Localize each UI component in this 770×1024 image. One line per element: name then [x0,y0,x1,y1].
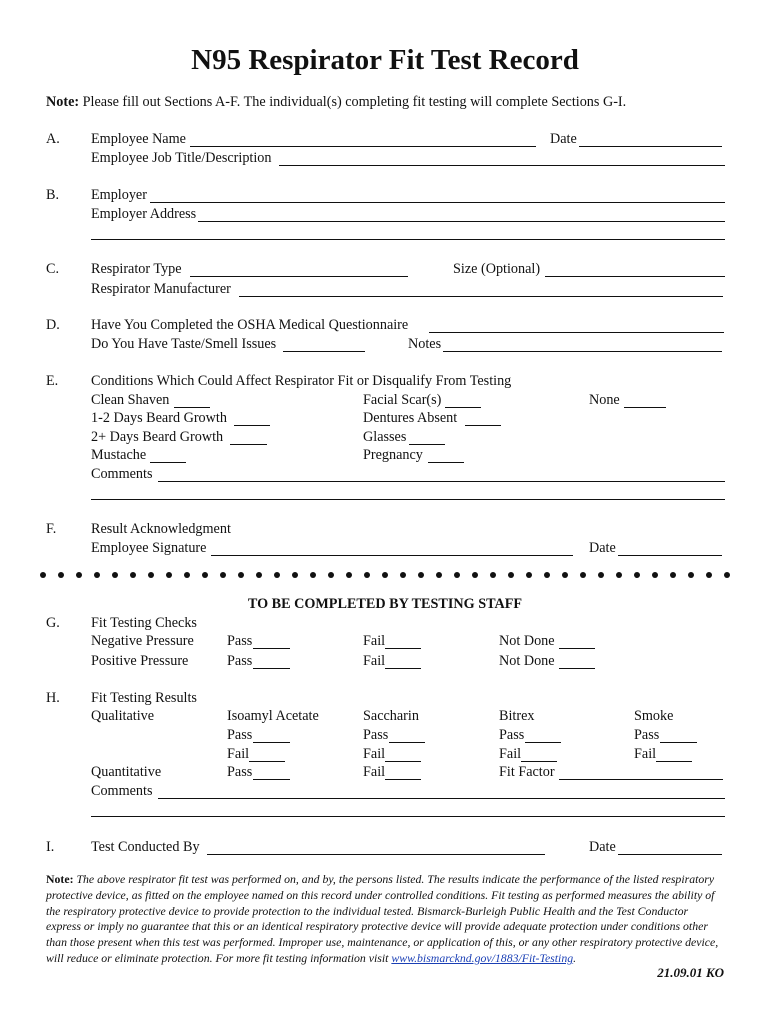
section-d-letter: D. [46,317,60,333]
fit-checks-heading: Fit Testing Checks [91,615,197,631]
fit-factor-label: Fit Factor [499,764,555,780]
respirator-type-label: Respirator Type [91,261,182,277]
smoke-pass-label: Pass [634,727,660,743]
smoke-fail-field[interactable] [656,761,692,762]
positive-fail-field[interactable] [385,668,421,669]
osha-questionnaire-field[interactable] [429,332,724,333]
smoke-fail-label: Fail [634,746,657,762]
section-e-letter: E. [46,373,59,389]
negative-fail-field[interactable] [385,648,421,649]
section-c-letter: C. [46,261,60,277]
section-h-letter: H. [46,690,60,706]
quantitative-fail-field[interactable] [385,779,421,780]
smoke-pass-field[interactable] [660,742,697,743]
date-label: Date [550,131,577,147]
note-label: Note: [46,94,80,110]
fit-results-heading: Fit Testing Results [91,690,197,706]
dentures-label: Dentures Absent [363,410,458,426]
quantitative-pass-label: Pass [227,764,253,780]
taste-smell-field[interactable] [283,351,365,352]
conditions-heading: Conditions Which Could Affect Respirator Fit or Disqualify From Testing [91,373,512,389]
clean-shaven-field[interactable] [174,407,210,408]
negative-pressure-label: Negative Pressure [91,633,194,649]
saccharin-fail-field[interactable] [385,761,421,762]
quantitative-pass-field[interactable] [253,779,290,780]
conditions-comments-field-2[interactable] [91,499,725,500]
conducted-date-field[interactable] [618,854,722,855]
employer-address-label: Employer Address [91,206,197,222]
bitrex-fail-label: Fail [499,746,522,762]
disclaimer-label: Note: [46,872,74,886]
section-a-letter: A. [46,131,60,147]
none-field[interactable] [624,407,666,408]
osha-questionnaire-label: Have You Completed the OSHA Medical Questionnaire [91,317,409,333]
negative-pass-field[interactable] [253,648,290,649]
dentures-field[interactable] [465,425,501,426]
quantitative-fail-label: Fail [363,764,386,780]
conducted-by-label: Test Conducted By [91,839,200,855]
saccharin-pass-label: Pass [363,727,389,743]
employee-name-label: Employee Name [91,131,186,147]
section-i-letter: I. [46,839,55,855]
page-title: N95 Respirator Fit Test Record [191,44,579,76]
conducted-date-label: Date [589,839,616,855]
section-f-letter: F. [46,521,57,537]
dotted-separator [40,572,730,578]
glasses-label: Glasses [363,429,407,445]
disclaimer-note [46,872,726,967]
section-g-letter: G. [46,615,60,631]
staff-section-heading: TO BE COMPLETED BY TESTING STAFF [247,596,523,612]
beard-1-2-field[interactable] [234,425,270,426]
disclaimer-text: The above respirator fit test was performed on, and by, the persons listed. The results indicate the performance of the listed respiratory protective device, as fitted on the employee named on this record under controlled conditions. Fit testing as performed measures the ability of the respiratory protective device to provide protection to the individual tested. Bismarck-Burleigh Public Health and the Test Conductor express or imply no guarantee that this or an identical respiratory protective device will provide adequate protection under conditions other than those present when this test was performed. Improper use, maintenance, or application of this, or any other respiratory protective device, will reduce or eliminate protection. For more fit testing information visit [46,872,719,965]
pregnancy-field[interactable] [428,462,464,463]
signature-date-label: Date [589,540,616,556]
disclaimer-end: . [573,950,577,965]
saccharin-pass-field[interactable] [389,742,425,743]
negative-not-done-label: Not Done [499,633,555,649]
fit-testing-link[interactable]: www.bismarcknd.gov/1883/Fit-Testing [391,950,574,965]
employer-address-field[interactable] [198,221,725,222]
positive-not-done-label: Not Done [499,653,555,669]
conditions-comments-field[interactable] [158,481,725,482]
job-title-field[interactable] [279,165,725,166]
employee-signature-field[interactable] [211,555,573,556]
beard-2plus-field[interactable] [230,444,267,445]
respirator-type-field[interactable] [190,276,408,277]
employer-address-field-2[interactable] [91,239,725,240]
bitrex-pass-field[interactable] [525,742,561,743]
bitrex-pass-label: Pass [499,727,525,743]
positive-pass-label: Pass [227,653,253,669]
beard-2plus-label: 2+ Days Beard Growth [91,429,224,445]
results-comments-label: Comments [91,783,153,799]
quantitative-label: Quantitative [91,764,162,780]
saccharin-label: Saccharin [363,708,419,724]
positive-pass-field[interactable] [253,668,290,669]
negative-fail-label: Fail [363,633,386,649]
facial-scars-label: Facial Scar(s) [363,392,442,408]
none-label: None [589,392,620,408]
employee-name-field[interactable] [190,146,536,147]
manufacturer-label: Respirator Manufacturer [91,281,231,297]
size-field[interactable] [545,276,725,277]
mustache-field[interactable] [150,462,186,463]
form-code: 21.09.01 KO [657,965,724,980]
positive-fail-label: Fail [363,653,386,669]
positive-not-done-field[interactable] [559,668,595,669]
isoamyl-pass-label: Pass [227,727,253,743]
taste-smell-label: Do You Have Taste/Smell Issues [91,336,277,352]
isoamyl-pass-field[interactable] [253,742,290,743]
conducted-by-field[interactable] [207,854,545,855]
bitrex-label: Bitrex [499,708,535,724]
pregnancy-label: Pregnancy [363,447,423,463]
glasses-field[interactable] [409,444,445,445]
employer-label: Employer [91,187,147,203]
employee-signature-label: Employee Signature [91,540,207,556]
beard-1-2-label: 1-2 Days Beard Growth [91,410,227,426]
notes-label: Notes [408,336,442,352]
section-b-letter: B. [46,187,60,203]
bitrex-fail-field[interactable] [521,761,557,762]
isoamyl-fail-label: Fail [227,746,250,762]
job-title-label: Employee Job Title/Description [91,150,272,166]
size-label: Size (Optional) [453,261,541,277]
notes-field[interactable] [443,351,722,352]
facial-scars-field[interactable] [445,407,481,408]
date-field[interactable] [579,146,722,147]
results-comments-field-2[interactable] [91,816,725,817]
result-acknowledgment-heading: Result Acknowledgment [91,521,231,537]
manufacturer-field[interactable] [239,296,723,297]
employer-field[interactable] [150,202,725,203]
saccharin-fail-label: Fail [363,746,386,762]
qualitative-label: Qualitative [91,708,155,724]
clean-shaven-label: Clean Shaven [91,392,170,408]
negative-pass-label: Pass [227,633,253,649]
fit-factor-field[interactable] [559,779,723,780]
note-text: Please fill out Sections A-F. The individual(s) completing fit testing will complete Sections G-I. [79,94,627,110]
instructions-note [46,93,626,111]
negative-not-done-field[interactable] [559,648,595,649]
isoamyl-fail-field[interactable] [249,761,285,762]
smoke-label: Smoke [634,708,674,724]
results-comments-field[interactable] [158,798,725,799]
isoamyl-label: Isoamyl Acetate [227,708,319,724]
conditions-comments-label: Comments [91,466,153,482]
signature-date-field[interactable] [618,555,722,556]
positive-pressure-label: Positive Pressure [91,653,189,669]
mustache-label: Mustache [91,447,147,463]
